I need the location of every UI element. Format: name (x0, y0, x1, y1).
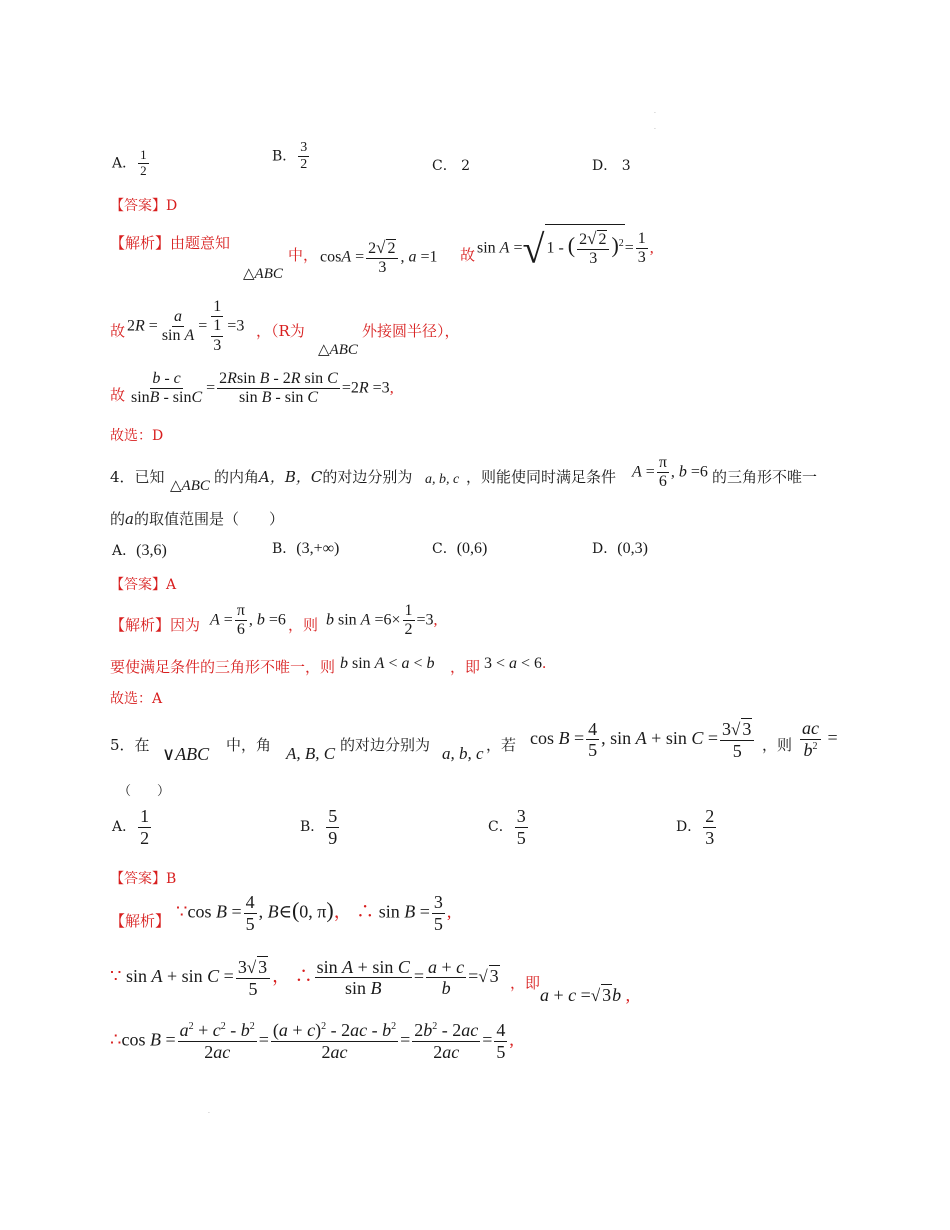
q4-formula-4: 3 < a < 6. (484, 655, 547, 672)
q5-option-d: D． $\frac{2}{3}$ (676, 806, 715, 848)
q5-analysis-tag: 【解析】 (110, 912, 171, 930)
q5-stem-b: 中，角 (226, 736, 272, 754)
q5-stem-c: 的对边分别为 (340, 736, 431, 754)
q4-condition: A = $\frac{\pi}{6}$ , b =6 (632, 454, 708, 491)
q5-stem-d: ，若 (486, 736, 517, 754)
option-b: B． $\frac{3}{2}$ (272, 140, 308, 173)
q5-option-a: A． $\frac{1}{2}$ (112, 806, 150, 848)
triangle-abc: △ABC (318, 342, 358, 358)
option-c: C． 2 (432, 158, 471, 174)
q4-analysis-text: ，即 (450, 658, 481, 676)
q5-stem-e: ，则 (762, 736, 793, 754)
q5-answer: 【答案】B (110, 871, 177, 887)
q5-stem-a: 5．在 (110, 736, 150, 754)
analysis-line-1: 【解析】由题意知 (110, 234, 231, 252)
q4-conclusion: 故选：A (110, 691, 163, 707)
stray-dot: . (654, 108, 656, 115)
analysis-text: 故 (110, 386, 126, 404)
q4-analysis-1: 【解析】因为 (110, 616, 201, 634)
q4-stem-1c: ，则能使同时满足条件 (466, 468, 617, 486)
analysis-text: 故 (460, 246, 476, 264)
q5-option-c: C． $\frac{3}{5}$ (488, 806, 526, 848)
triangle-abc: △ABC (243, 266, 283, 282)
q4-stem-1d: 的三角形不唯一 (712, 468, 818, 486)
q5-option-b: B． $\frac{5}{9}$ (300, 806, 338, 848)
q4-analysis-text: ，则 (288, 616, 319, 634)
q4-option-c: C．(0,6) (432, 540, 488, 557)
q5-condition: cos B = $\frac{4}{5}$ , sin A + sin C = $\frac{3√ 3}{5}$ (530, 718, 756, 761)
q5-formula-3: a + c =√ 3b , (540, 985, 631, 1005)
analysis-text: 中， (288, 246, 319, 264)
q4-analysis-2: 要使满足条件的三角形不唯一，则 (110, 658, 336, 676)
q4-option-b: B．(3,+∞) (272, 540, 340, 557)
answer-line: 【答案】D (110, 198, 178, 214)
q4-abc: a, b, c (425, 472, 460, 487)
q4-formula-1: A = $\frac{\pi}{6}$ , b =6 (210, 602, 286, 639)
q4-answer: 【答案】A (110, 577, 177, 593)
q4-stem-2: 的a的取值范围是（ ） (110, 510, 284, 528)
analysis-text: 外接圆半径）， (362, 322, 460, 340)
q5-analysis-text: ，即 (510, 974, 541, 992)
q5-formula-2: ∵ sin A + sin C = $\frac{3√ 3}{5}$ ， ∴ $\frac{\text{sin A + sin C}}{\text{sin B}}$ = $\frac{a + c}{b}$ =√ 3 (110, 956, 499, 999)
q4-stem-1b: 的内角A，B，C的对边分别为 (214, 468, 413, 486)
formula-2R: 2R = $\frac{a}{\text{sin A}}$ = $\frac{1}{\frac{1}{3}}$ =3 (127, 298, 245, 354)
q5-formula-1: ∵cos B = $\frac{4}{5}$ , B∈(0, π)， ∴ sin B = $\frac{3}{5}$ , (176, 892, 452, 934)
q5-target: $\frac{ac}{b^2}$ = (802, 718, 838, 760)
q4-formula-3: b sin A < a < b (340, 655, 435, 672)
q4-option-d: D．(0,3) (592, 540, 648, 557)
formula-cosA: cosA = $\frac{2√ 2}{3}$ , a =1 (320, 238, 438, 277)
q5-ABC: A, B, C (286, 744, 336, 763)
q5-paren: （ ） (118, 784, 171, 799)
stray-dot: . (208, 1108, 210, 1115)
triangle-abc: △ABC (170, 478, 210, 494)
analysis-text: 故 (110, 322, 126, 340)
q5-triangle: ∨ABC (162, 744, 210, 764)
q4-formula-2: b sin A =6× $\frac{1}{2}$ =3, (326, 602, 438, 639)
conclusion: 故选：D (110, 428, 164, 444)
analysis-text: ，（R为 (256, 322, 305, 340)
q5-formula-4: ∴cos B = $\frac{a^2 + c^2 - b^2}{2ac}$ = $\frac{(a + c)^2 - 2ac - b^2}{2ac}$ = $\frac{2b^2 - 2ac}{2ac}$ = $\frac{4}{5}$ , (110, 1020, 514, 1062)
q4-stem-1: 4．已知 (110, 468, 165, 486)
q5-abc: a, b, c (442, 744, 484, 763)
option-a: A． $\frac{1}{2}$ (112, 147, 147, 178)
option-d: D． 3 (592, 158, 631, 174)
q4-option-a: A．(3,6) (112, 542, 167, 559)
formula-ratio: $\frac{b - c}{\sin B - \sin C}$ = $\frac{\text{2Rsin B - 2R sin C}}{\text{sin B - sin C}}$ =2R =3, (131, 370, 394, 407)
formula-sinA: sin A =√ 1 - ( $\frac{2√ 2}{3}$ )$^2$= $\frac{1}{3}$ , (477, 224, 654, 272)
stray-dot: . (654, 124, 656, 131)
